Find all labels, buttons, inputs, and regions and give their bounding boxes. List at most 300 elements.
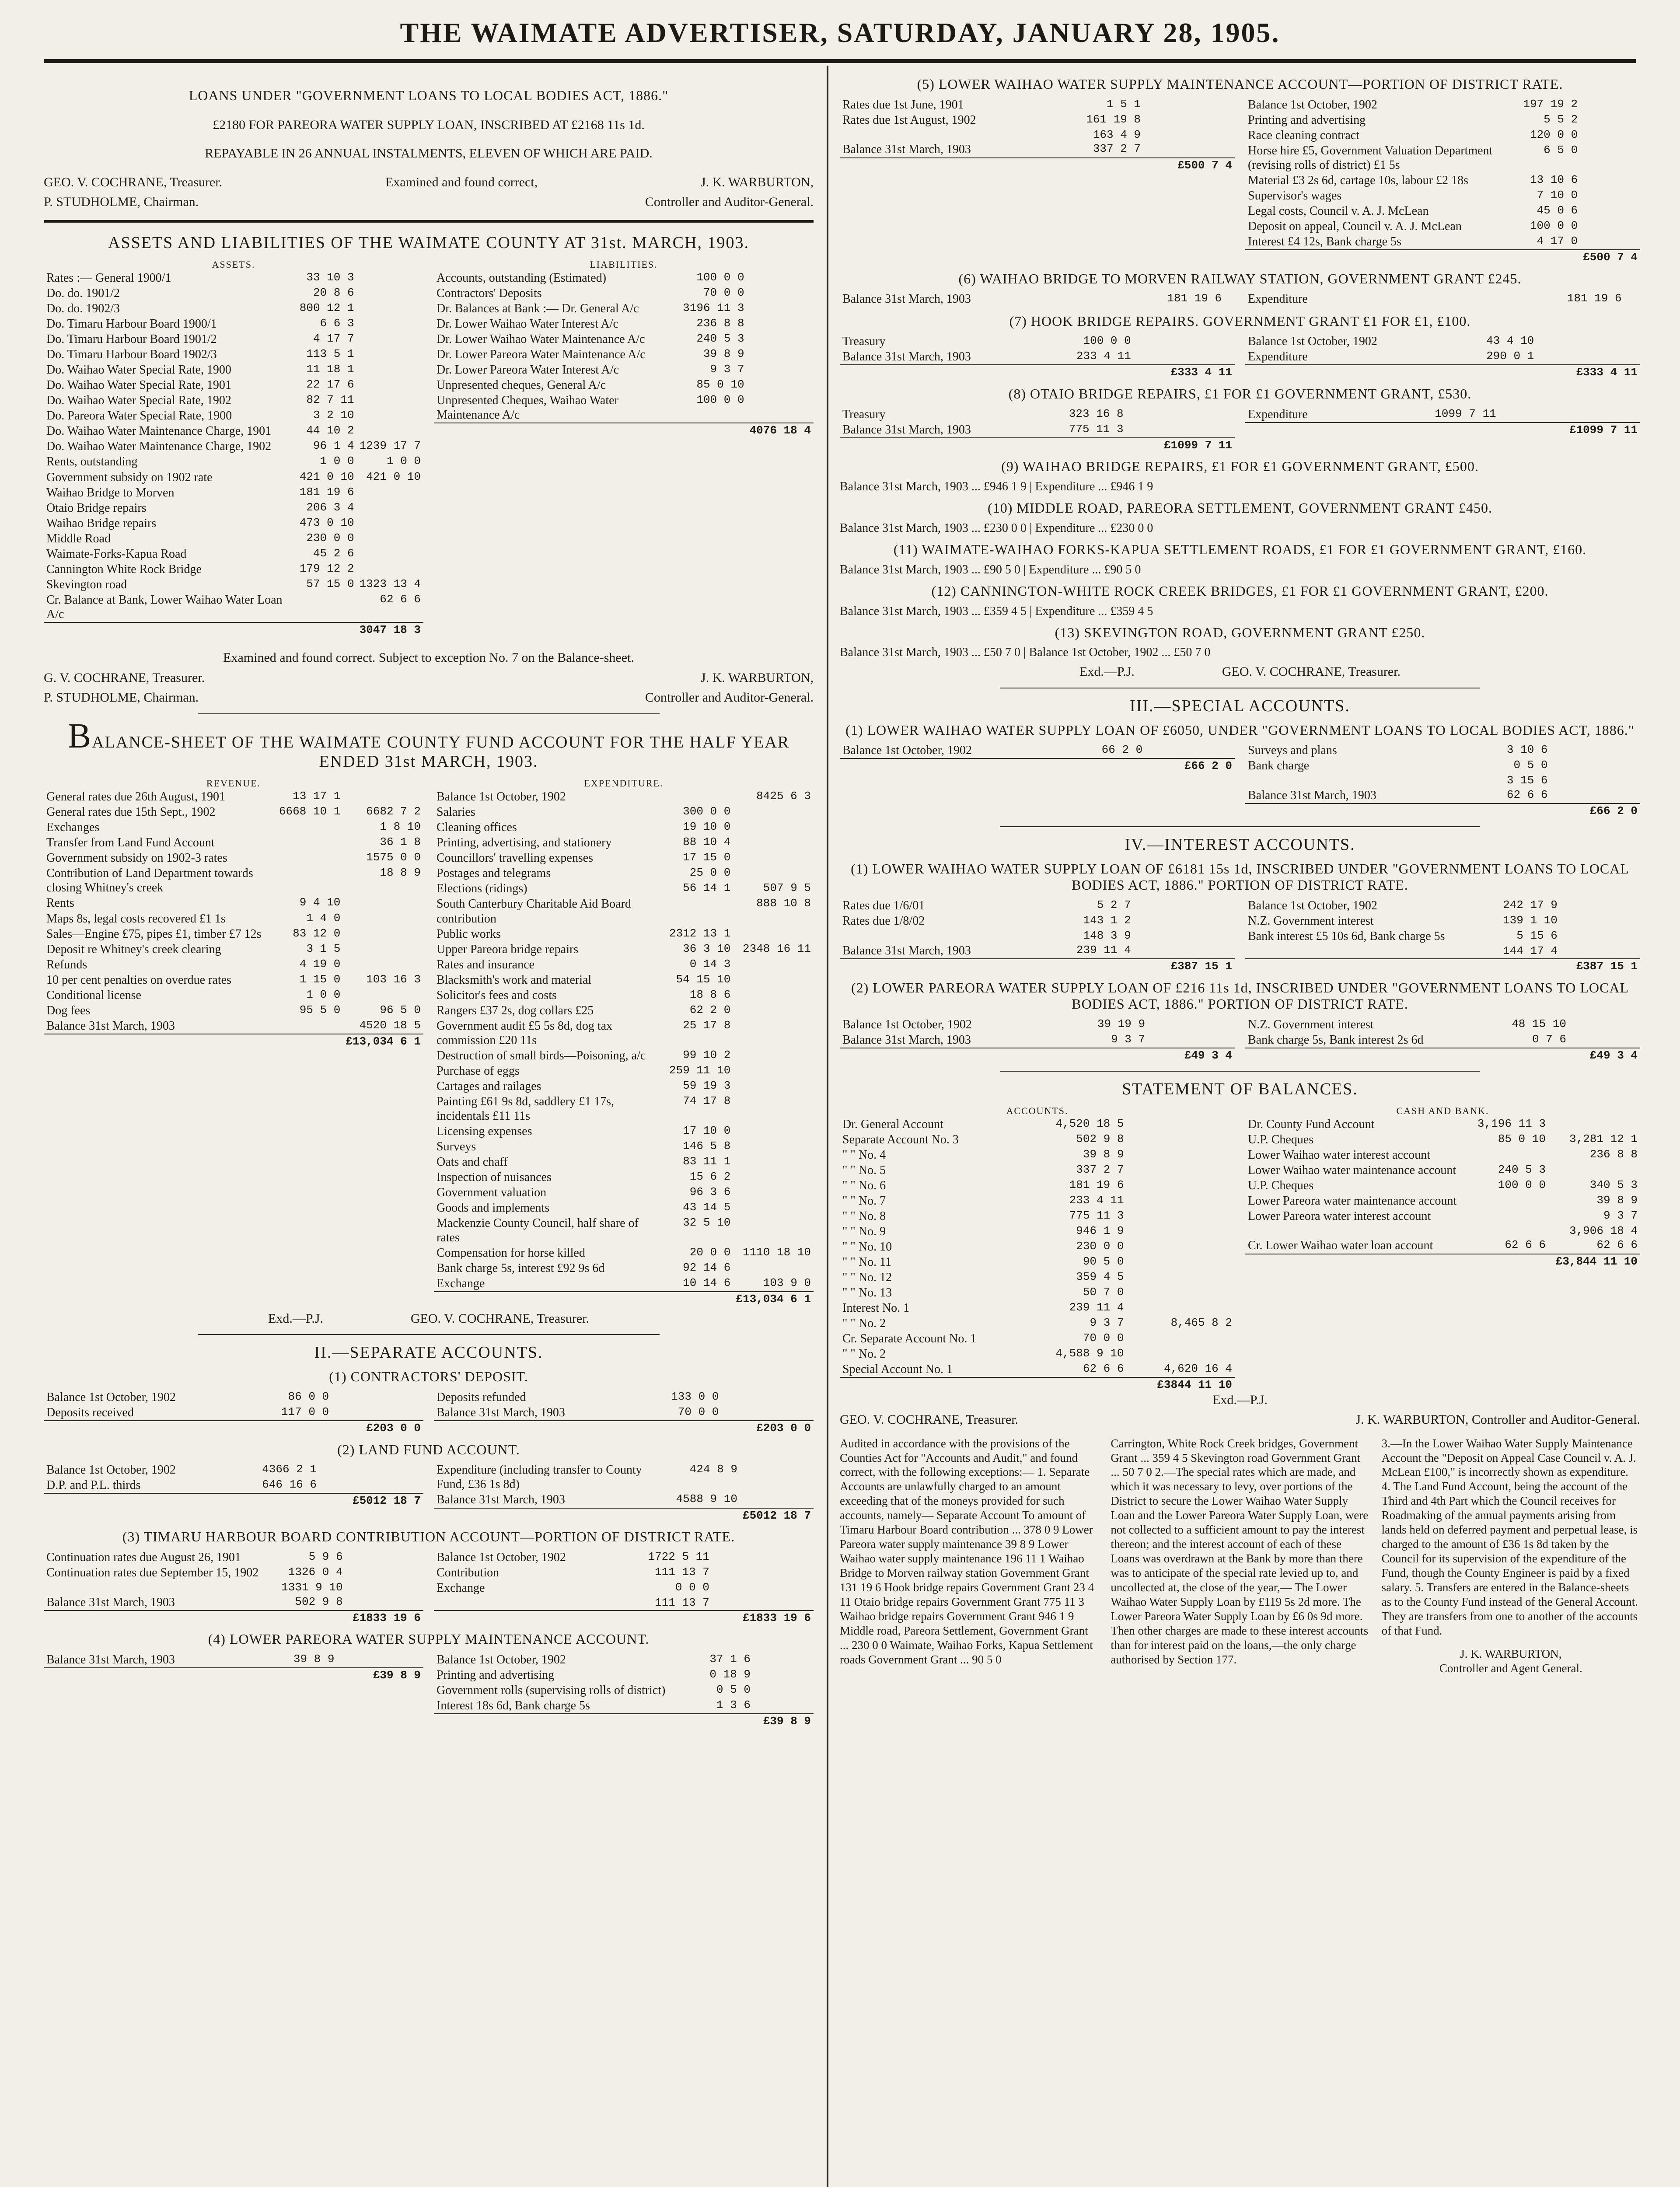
- account-title: (7) HOOK BRIDGE REPAIRS. GOVERNMENT GRANT £1 FOR £1, £100.: [1009, 313, 1471, 329]
- row-total: £1099 7 11: [1499, 423, 1640, 437]
- account-title: (6) WAIHAO BRIDGE TO MORVEN RAILWAY STATION, GOVERNMENT GRANT £245.: [958, 270, 1522, 286]
- account-line: Balance 31st March, 1903 ... £90 5 0 | Expenditure ... £90 5 0: [840, 562, 1141, 576]
- loans-auditor: J. K. WARBURTON,: [701, 175, 814, 189]
- row-amount: 9 3 7: [710, 363, 744, 376]
- table-row: [840, 1193, 1235, 1209]
- row-label: Do. Waihao Water Special Rate, 1901: [46, 378, 231, 392]
- row-total: [733, 1216, 814, 1245]
- row-total: [1127, 1209, 1235, 1224]
- row-amount: 242 17 9: [1503, 898, 1558, 912]
- row-label: Maps 8s, legal costs recovered £1 1s: [46, 912, 226, 926]
- table-row: [434, 1170, 814, 1185]
- row-label: Balance 31st March, 1903: [437, 1405, 565, 1419]
- row-total: [733, 1048, 814, 1063]
- total-row: [1245, 959, 1640, 974]
- table-row: [1245, 1017, 1640, 1032]
- row-total: £5012 18 7: [319, 1493, 423, 1508]
- row-total: £5012 18 7: [740, 1508, 814, 1523]
- row-total: £1099 7 11: [1126, 438, 1235, 453]
- table-row: [1245, 1209, 1640, 1224]
- row-amount: 6668 10 1: [279, 805, 341, 818]
- row-total: [1148, 1017, 1235, 1032]
- assets-header: ASSETS.: [212, 259, 255, 270]
- table-row: [434, 1048, 814, 1063]
- account-table: [434, 1652, 814, 1729]
- total-row: [434, 1714, 814, 1729]
- row-total: £203 0 0: [721, 1421, 814, 1436]
- account-title: (4) LOWER PAREORA WATER SUPPLY MAINTENANCE ACCOUNT.: [208, 1631, 650, 1647]
- total-row: [44, 1493, 423, 1508]
- row-amount: 20 0 0: [689, 1246, 731, 1259]
- table-row: [840, 1331, 1235, 1346]
- row-total: 2348 16 11: [742, 942, 811, 955]
- table-row: [44, 531, 423, 546]
- row-amount: 39 8 9: [293, 1652, 335, 1666]
- row-total: 1 8 10: [380, 820, 421, 834]
- row-label: Material £3 2s 6d, cartage 10s, labour £2 18s: [1248, 173, 1468, 187]
- row-amount: 1 5 1: [1107, 97, 1141, 111]
- row-label: Continuation rates due September 15, 1902: [46, 1565, 259, 1579]
- row-label: Dr. Lower Waihao Water Maintenance A/c: [437, 332, 645, 346]
- row-amount: 36 3 10: [683, 942, 731, 955]
- table-row: [434, 1667, 814, 1683]
- row-total: [1548, 1117, 1640, 1132]
- row-label: Goods and implements: [437, 1201, 550, 1215]
- row-label: Solicitor's fees and costs: [437, 988, 557, 1002]
- row-label: Do. Timaru Harbour Board 1900/1: [46, 317, 217, 331]
- row-label: " " No. 2: [842, 1316, 886, 1330]
- row-amount: [1488, 1048, 1569, 1063]
- row-label: Contribution: [437, 1565, 499, 1579]
- table-row: [840, 1178, 1235, 1193]
- row-amount: [1488, 959, 1560, 974]
- row-total: [1143, 97, 1235, 112]
- row-amount: 111 13 7: [655, 1596, 709, 1610]
- row-label: Transfer from Land Fund Account: [46, 836, 215, 850]
- row-amount: 9 3 7: [1111, 1033, 1146, 1046]
- table-row: [434, 820, 814, 835]
- total-row: [44, 1034, 423, 1049]
- row-label: Expenditure: [1248, 292, 1308, 306]
- row-total: [1127, 1147, 1235, 1163]
- row-total: £66 2 0: [1145, 758, 1235, 773]
- row-total: [733, 1261, 814, 1276]
- row-amount: 144 17 4: [1503, 944, 1558, 958]
- row-total: [357, 516, 423, 531]
- row-label: Do. Timaru Harbour Board 1901/2: [46, 332, 217, 346]
- row-label: Waihao Bridge repairs: [46, 516, 157, 530]
- row-label: Balance 1st October, 1902: [437, 790, 566, 804]
- row-total: [357, 393, 423, 408]
- statement-acc-header: ACCOUNTS.: [1006, 1105, 1069, 1116]
- row-amount: 99 10 2: [683, 1048, 731, 1062]
- row-amount: 62 6 6: [1083, 1362, 1124, 1376]
- statement-accounts: [840, 1105, 1235, 1392]
- row-label: Dr. Lower Pareora Water Maintenance A/c: [437, 348, 646, 362]
- row-total: 36 1 8: [380, 835, 421, 849]
- row-amount: 88 10 4: [683, 835, 731, 849]
- row-total: [733, 1124, 814, 1139]
- row-amount: 85 0 10: [1498, 1132, 1546, 1146]
- row-total: 1110 18 10: [742, 1246, 811, 1259]
- table-row: [44, 1595, 423, 1611]
- account-block: [44, 1631, 814, 1729]
- row-amount: [667, 789, 733, 804]
- table-row: [840, 422, 1235, 438]
- row-label: [840, 929, 1043, 943]
- table-row: [44, 270, 423, 286]
- row-amount: 181 19 6: [1167, 292, 1222, 305]
- account-left: [840, 898, 1235, 973]
- total-row: [434, 423, 814, 438]
- row-amount: [276, 835, 343, 850]
- row-amount: [667, 1292, 733, 1307]
- row-amount: 83 12 0: [293, 926, 341, 940]
- row-total: £39 8 9: [337, 1668, 423, 1683]
- row-amount: 117 0 0: [281, 1405, 329, 1418]
- row-total: [1580, 143, 1640, 173]
- row-amount: 424 8 9: [689, 1463, 737, 1476]
- row-label: [1245, 250, 1520, 265]
- row-amount: 10 14 6: [683, 1276, 731, 1290]
- table-row: [840, 349, 1235, 365]
- row-amount: 206 3 4: [306, 500, 354, 514]
- row-total: 236 8 8: [1589, 1147, 1638, 1161]
- row-amount: 5 9 6: [308, 1550, 343, 1563]
- row-label: Balance 1st October, 1902: [437, 1653, 566, 1667]
- account-left: [840, 334, 1235, 380]
- row-total: [1127, 1346, 1235, 1362]
- row-amount: 179 12 2: [299, 562, 354, 575]
- row-label: U.P. Cheques: [1248, 1178, 1314, 1192]
- row-label: Destruction of small birds—Poisoning, a/c: [437, 1048, 646, 1062]
- row-label: Rates due 1/8/02: [842, 914, 925, 928]
- divider: [1000, 826, 1480, 827]
- row-label: U.P. Cheques: [1248, 1132, 1314, 1146]
- row-total: [733, 835, 814, 850]
- row-amount: 25 17 8: [683, 1018, 731, 1032]
- table-row: [1245, 1193, 1640, 1209]
- row-amount: 70 0 0: [703, 286, 744, 300]
- total-row: [840, 158, 1235, 173]
- row-label: [44, 1034, 276, 1049]
- row-label: Rents: [46, 896, 74, 910]
- assets-examined: Examined and found correct. Subject to exception No. 7 on the Balance-sheet.: [223, 650, 634, 665]
- row-total: [357, 362, 423, 377]
- row-amount: 775 11 3: [1069, 422, 1124, 436]
- row-amount: 43 14 5: [683, 1201, 731, 1214]
- row-amount: 22 17 6: [306, 378, 354, 391]
- row-total: £1833 19 6: [346, 1611, 423, 1625]
- table-row: [1245, 788, 1640, 804]
- row-amount: 7 10 0: [1537, 188, 1578, 202]
- row-total: 39 8 9: [1596, 1193, 1638, 1207]
- balance-sheet-title: [44, 716, 814, 772]
- account-title: (2) LAND FUND ACCOUNT.: [337, 1441, 520, 1457]
- table-row: [44, 454, 423, 469]
- loans-line-3: REPAYABLE IN 26 ANNUAL INSTALMENTS, ELEVEN OF WHICH ARE PAID.: [205, 146, 653, 161]
- table-row: [1245, 773, 1640, 788]
- row-total: 3,906 18 4: [1569, 1224, 1638, 1237]
- row-label: Contribution of Land Department towards closing Whitney's creek: [46, 866, 253, 895]
- table-row: [434, 926, 814, 942]
- row-total: [733, 1170, 814, 1185]
- account-sides: [840, 407, 1640, 453]
- table-row: [840, 1316, 1235, 1331]
- row-label: Interest 18s 6d, Bank charge 5s: [437, 1699, 590, 1713]
- special-account: [840, 743, 1640, 818]
- row-total: [733, 1018, 814, 1048]
- row-total: [747, 286, 814, 301]
- row-total: [733, 1063, 814, 1079]
- account-right: [434, 1462, 814, 1523]
- row-label: Inspection of nuisances: [437, 1170, 552, 1184]
- account-sides: [840, 97, 1640, 265]
- row-label: Elections (ridings): [437, 882, 527, 896]
- row-amount: 50 7 0: [1083, 1285, 1124, 1299]
- table-row: [434, 1565, 814, 1580]
- row-amount: [667, 896, 733, 926]
- row-label: Printing, advertising, and stationery: [437, 836, 612, 850]
- row-amount: 3,196 11 3: [1477, 1117, 1546, 1130]
- row-label: [434, 1714, 701, 1729]
- row-label: Rates due 1st June, 1901: [842, 98, 964, 112]
- right-signatures: [840, 664, 1640, 679]
- row-total: [1127, 1117, 1235, 1132]
- account-right: [1245, 743, 1640, 818]
- account-title: (13) SKEVINGTON ROAD, GOVERNMENT GRANT £250.: [1055, 624, 1425, 640]
- statement-left-table: [840, 1117, 1235, 1392]
- row-total: [712, 1580, 814, 1596]
- table-row: [44, 347, 423, 362]
- row-amount: 0 5 0: [716, 1683, 751, 1697]
- account-line: Balance 31st March, 1903 ... £50 7 0 | Balance 1st October, 1902 ... £50 7 0: [840, 646, 1211, 660]
- row-label: Cr. Separate Account No. 1: [842, 1332, 977, 1346]
- row-label: Rates :— General 1900/1: [46, 271, 171, 285]
- balance-title-text: ALANCE-SHEET OF THE WAIMATE COUNTY FUND ACCOUNT FOR THE HALF YEAR ENDED 31st MARCH, 1903.: [92, 733, 790, 771]
- row-label: Treasury: [842, 335, 886, 349]
- row-total: [357, 270, 423, 286]
- row-total: [1134, 349, 1235, 365]
- row-total: [357, 408, 423, 423]
- row-total: [346, 1580, 423, 1595]
- table-row: [44, 1580, 423, 1595]
- total-row: [1245, 365, 1640, 380]
- total-row: [840, 438, 1235, 453]
- table-row: [1245, 1224, 1640, 1238]
- row-total: [733, 1154, 814, 1170]
- row-amount: [701, 1714, 753, 1729]
- row-label: Exchanges: [46, 821, 100, 835]
- table-row: [44, 957, 423, 972]
- total-row: [1245, 250, 1640, 265]
- balance-signatures: [44, 1311, 814, 1326]
- row-total: 96 5 0: [380, 1003, 421, 1017]
- row-amount: [1027, 1377, 1126, 1392]
- row-amount: 1 0 0: [320, 454, 354, 468]
- row-label: " " No. 8: [842, 1209, 886, 1223]
- row-total: £387 15 1: [1560, 959, 1640, 974]
- row-total: [733, 1185, 814, 1200]
- row-amount: 45 0 6: [1537, 203, 1578, 217]
- table-row: [1245, 203, 1640, 219]
- row-amount: 323 16 8: [1069, 407, 1124, 420]
- row-label: [840, 959, 1043, 974]
- row-total: [346, 1565, 423, 1580]
- row-total: [1127, 1254, 1235, 1270]
- row-total: [1624, 291, 1640, 307]
- row-amount: 473 0 10: [299, 516, 354, 529]
- row-label: [434, 1611, 620, 1625]
- account-right: [1245, 97, 1640, 265]
- row-total: [747, 393, 814, 423]
- row-label: Balance 31st March, 1903: [842, 943, 971, 957]
- table-row: [434, 393, 814, 423]
- row-amount: 39 19 9: [1097, 1017, 1146, 1031]
- table-row: [434, 789, 814, 804]
- row-amount: [1067, 758, 1145, 773]
- row-amount: 9 3 7: [1090, 1316, 1124, 1329]
- row-total: [1127, 1300, 1235, 1316]
- account-right: [434, 1652, 814, 1729]
- account-table: [44, 1550, 423, 1625]
- row-amount: 359 4 5: [1076, 1270, 1124, 1283]
- assets-treasurer: G. V. COCHRANE, Treasurer.: [44, 670, 205, 685]
- table-row: [1245, 743, 1640, 758]
- row-total: [1537, 334, 1640, 349]
- account-table: [840, 743, 1235, 773]
- table-row: [434, 972, 814, 988]
- row-amount: 83 11 1: [683, 1155, 731, 1168]
- row-label: Do. Waihao Water Maintenance Charge, 1901: [46, 424, 272, 438]
- account-right: [1245, 334, 1640, 380]
- row-amount: 143 1 2: [1083, 914, 1131, 927]
- row-label: Surveys and plans: [1248, 744, 1337, 758]
- row-label: Balance 1st October, 1902: [437, 1550, 566, 1564]
- loans-treasurer: GEO. V. COCHRANE, Treasurer.: [44, 175, 223, 189]
- account-title: (11) WAIMATE-WAIHAO FORKS-KAPUA SETTLEMENT ROADS, £1 FOR £1 GOVERNMENT GRANT, £160.: [893, 542, 1587, 558]
- row-label: Exchange: [437, 1581, 485, 1595]
- row-total: [733, 1003, 814, 1018]
- row-label: " " No. 2: [842, 1347, 886, 1361]
- row-total: [1143, 112, 1235, 128]
- row-total: [1127, 1193, 1235, 1209]
- row-total: [357, 377, 423, 393]
- loans-signatures-1: [44, 175, 814, 190]
- row-total: [1548, 1163, 1640, 1178]
- row-label: Balance 1st October, 1902: [842, 1018, 972, 1032]
- statement-title: STATEMENT OF BALANCES.: [1122, 1080, 1358, 1098]
- row-amount: 39 8 9: [703, 347, 744, 361]
- table-row: [44, 972, 423, 988]
- table-row: [434, 1018, 814, 1048]
- newspaper-title: THE WAIMATE ADVERTISER, SATURDAY, JANUARY 28, 1905.: [400, 17, 1280, 48]
- notes-signature-title: Controller and Agent General.: [1439, 1661, 1582, 1675]
- account-table: [840, 1017, 1235, 1063]
- table-row: [840, 1239, 1235, 1254]
- divider: [198, 713, 660, 714]
- row-total: [1569, 1017, 1640, 1032]
- row-label: [434, 423, 680, 438]
- row-amount: 6 5 0: [1544, 143, 1578, 157]
- row-total: [712, 1565, 814, 1580]
- total-row: [840, 758, 1235, 773]
- row-total: 421 0 10: [366, 470, 421, 483]
- assets-title: ASSETS AND LIABILITIES OF THE WAIMATE COUNTY AT 31st. MARCH, 1903.: [108, 234, 749, 252]
- row-label: Refunds: [46, 957, 87, 971]
- row-amount: 300 0 0: [683, 805, 731, 818]
- table-row: [434, 1652, 814, 1667]
- row-label: " " No. 13: [842, 1286, 892, 1300]
- table-row: [434, 1683, 814, 1698]
- row-total: [343, 789, 423, 804]
- account-title: (2) LOWER PAREORA WATER SUPPLY LOAN OF £216 11s 1d, INSCRIBED UNDER "GOVERNMENT LOANS TO LOCAL BODIES ACT, 1886." PORTION OF DISTRICT RATE.: [851, 979, 1629, 1012]
- row-amount: [1370, 423, 1498, 437]
- row-amount: 5 2 7: [1097, 898, 1131, 912]
- row-total: [1127, 1132, 1235, 1147]
- row-amount: 45 2 6: [313, 546, 354, 560]
- total-row: [434, 1292, 814, 1307]
- row-label: Rates due 1/6/01: [842, 899, 925, 913]
- account-left: [840, 1017, 1235, 1063]
- row-total: [1560, 944, 1640, 959]
- row-total: [357, 316, 423, 332]
- row-label: [434, 1292, 667, 1307]
- special-sub: (1) LOWER WAIHAO WATER SUPPLY LOAN OF £6050, UNDER "GOVERNMENT LOANS TO LOCAL BODIES ACT, 1886.": [845, 722, 1635, 738]
- row-amount: [275, 1611, 346, 1625]
- row-amount: [1471, 1193, 1548, 1209]
- account-title: (5) LOWER WAIHAO WATER SUPPLY MAINTENANCE ACCOUNT—PORTION OF DISTRICT RATE.: [917, 76, 1563, 92]
- row-amount: 96 3 6: [689, 1185, 731, 1199]
- account-title: (1) LOWER WAIHAO WATER SUPPLY LOAN OF £6181 15s 1d, INSCRIBED UNDER "GOVERNMENT LOANS TO LOCAL BODIES ACT, 1886." PORTION OF DISTRICT RATE.: [851, 860, 1629, 893]
- table-row: [434, 1596, 814, 1611]
- table-row: [434, 377, 814, 393]
- row-total: [753, 1667, 814, 1683]
- row-amount: 1099 7 11: [1435, 407, 1496, 420]
- row-amount: 1326 0 4: [288, 1565, 343, 1579]
- row-total: [1127, 1178, 1235, 1193]
- table-row: [434, 957, 814, 972]
- row-amount: [1471, 1147, 1548, 1163]
- divider: [1000, 1071, 1480, 1072]
- row-label: Government subsidy on 1902 rate: [46, 470, 213, 484]
- row-total: 62 6 6: [1596, 1238, 1638, 1252]
- row-amount: 946 1 9: [1076, 1224, 1124, 1237]
- row-total: [1580, 173, 1640, 188]
- row-label: Unpresented Cheques, Waihao Water Maintenance A/c: [437, 394, 618, 422]
- account-sides: [840, 291, 1640, 307]
- row-amount: 2312 13 1: [669, 926, 731, 940]
- account-block: [840, 980, 1640, 1063]
- row-total: £49 3 4: [1569, 1048, 1640, 1063]
- row-total: [733, 804, 814, 820]
- expenditure-table: [434, 789, 814, 1307]
- table-row: [434, 835, 814, 850]
- row-amount: 4 17 0: [1537, 234, 1578, 248]
- row-total: [357, 286, 423, 301]
- statement-right-table: [1245, 1117, 1640, 1269]
- row-total: [1560, 898, 1640, 913]
- row-total: [1134, 898, 1235, 913]
- row-label: Cr. Balance at Bank, Lower Waihao Water Loan A/c: [46, 593, 283, 621]
- row-total: 8,465 8 2: [1170, 1316, 1232, 1329]
- row-label: Dr. General Account: [842, 1117, 943, 1131]
- table-row: [44, 377, 423, 393]
- column-separator: [827, 66, 828, 2187]
- row-amount: [680, 423, 747, 438]
- row-total: [733, 1079, 814, 1094]
- statement-of-balances: [840, 1105, 1640, 1392]
